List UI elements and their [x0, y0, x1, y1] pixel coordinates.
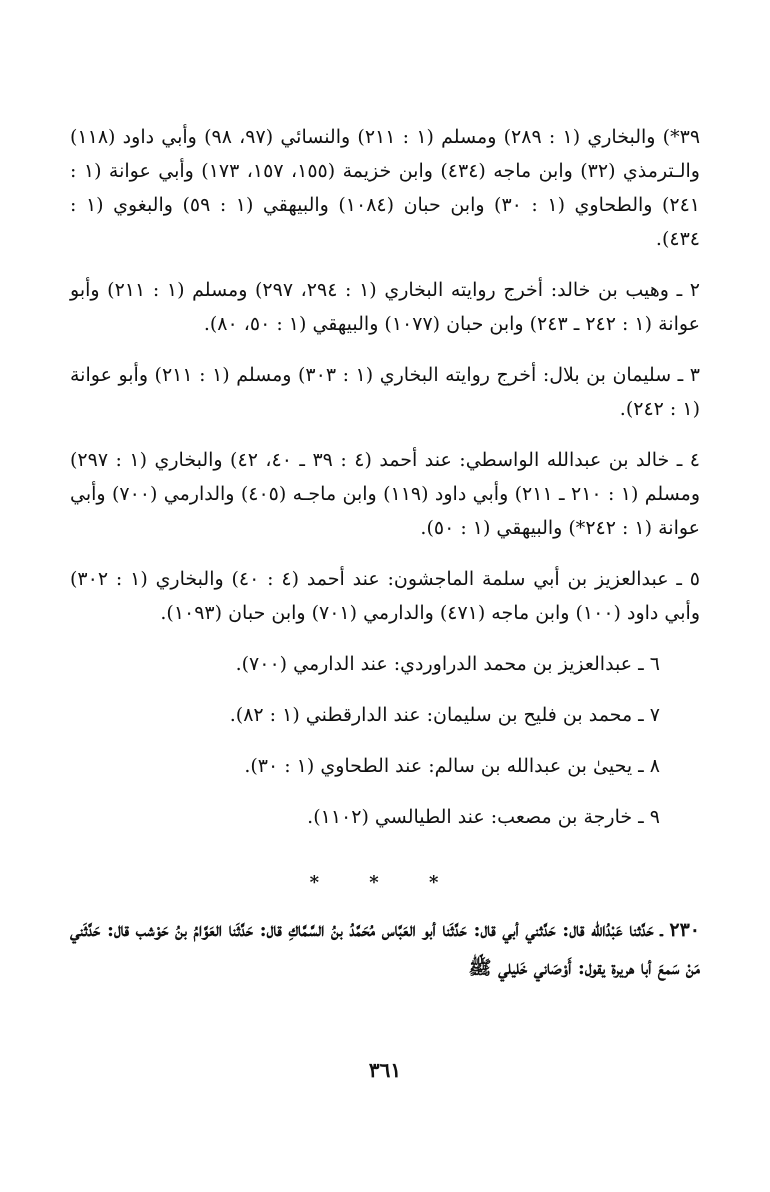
footnote-paragraph-2: ٢ ـ وهيب بن خالد: أخرج روايته البخاري (١ : ٢٩٤، ٢٩٧) ومسلم (١ : ٢١١) وأبو عوانة (١ : ٢٤٢ ـ ٢٤٣) وابن حبان (١٠٧٧) والبيهقي (١ : ٥٠، ٨٠).	[70, 279, 701, 335]
footnote-paragraph-1: ٣٩*) والبخاري (١ : ٢٨٩) ومسلم (١ : ٢١١) والنسائي (٩٧، ٩٨) وأبي داود (١١٨) والـترمذي (٣٢) وابن ماجه (٤٣٤) وابن خزيمة (١٥٥، ١٥٧، ١٧٣) وأبي عوانة (١ : ٢٤١) والطحاوي (١ : ٣٠) وابن حبان (١٠٨٤) والبيهقي (١ : ٥٩) والبغوي (١ : ٤٣٤).	[70, 126, 701, 250]
page-body	[70, 120, 700, 987]
footnote-paragraph-5: ٥ ـ عبدالعزيز بن أبي سلمة الماجشون: عند أحمد (٤ : ٤٠) والبخاري (١ : ٣٠٢) وأبي داود (١٠٠) وابن ماجه (٤٧١) والدارمي (٧٠١) وابن حبان (١٠٩٣).	[70, 568, 701, 624]
narrator-line-6: ٦ ـ عبدالعزيز بن محمد الدراوردي: عند الدارمي (٧٠٠).	[235, 653, 660, 675]
narrator-line-7: ٧ ـ محمد بن فليح بن سليمان: عند الدارقطني (١ : ٨٢).	[229, 704, 660, 726]
hadith-text: ٢٣٠ ـ حَدَّثنا عَبْدُالله قال: حَدَّثني أبي قال: حَدَّثَنا أبو العَبَّاس مُحَمَّدُ بنُ السَّمَّاكِ قال: حَدَّثَنا العَوَّامُ بنُ حَوْشب قال: حَدَّثَني مَنْ سَمعَ أبا هريرة يقول: أَوْصَاني خَليلي ﷺ	[70, 919, 700, 979]
narrator-line-8: ٨ ـ يحيىٰ بن عبدالله بن سالم: عند الطحاوي (١ : ٣٠).	[244, 755, 660, 777]
page-number: ٣٦١	[368, 1058, 402, 1082]
footnote-paragraph-3: ٣ ـ سليمان بن بلال: أخرج روايته البخاري (١ : ٣٠٣) ومسلم (١ : ٢١١) وأبو عوانة (١ : ٢٤٢).	[70, 364, 700, 420]
section-separator: * * *	[309, 872, 461, 893]
footnote-paragraph-4: ٤ ـ خالد بن عبدالله الواسطي: عند أحمد (٤ : ٣٩ ـ ٤٠، ٤٢) والبخاري (١ : ٢٩٧) ومسلم (١ : ٢١٠ ـ ٢١١) وأبي داود (١١٩) وابن ماجـه (٤٠٥) والدارمي (٧٠٠) وأبي عوانة (١ : ٢٤٢*) والبيهقي (١ : ٥٠).	[70, 449, 701, 539]
narrator-line-9: ٩ ـ خارجة بن مصعب: عند الطيالسي (١١٠٢).	[307, 806, 660, 828]
